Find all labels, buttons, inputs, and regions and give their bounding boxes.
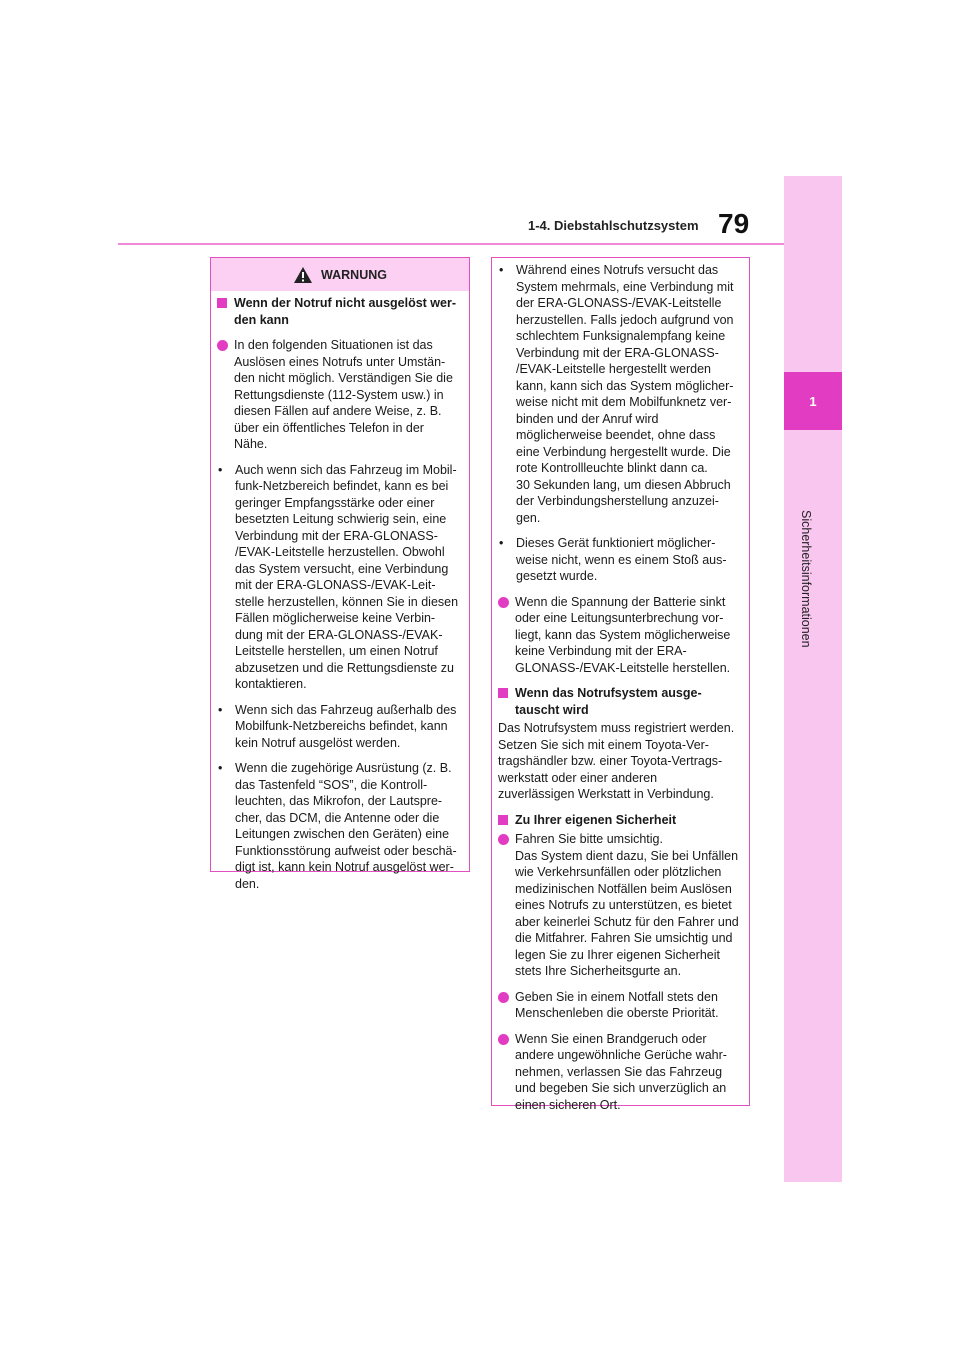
chapter-label: Sicherheitsinformationen (799, 510, 813, 648)
section-title: 1-4. Diebstahlschutzsystem (528, 218, 699, 233)
circle-bullet-icon (498, 834, 509, 845)
chapter-number-tab[interactable] (784, 372, 842, 430)
dot-bullet-icon: • (218, 462, 223, 477)
square-bullet-icon (217, 298, 227, 308)
circle-bullet-icon (498, 597, 509, 608)
square-bullet-icon (498, 688, 508, 698)
dot-bullet-icon: • (499, 536, 504, 550)
warning-box-continued (491, 257, 750, 1112)
dot-bullet-icon: • (218, 761, 223, 775)
list-item: • Auch wenn sich das Fahrzeug im Mobil- funk-Netzbereich befindet, kann es bei geringer Empfangsstärke oder einer besetzten Leitung schwierig sein, eine Verbindung mit der ERA-GLONASS- /EVAK-Leitstelle herzustellen. Obwohl das System versucht, eine Verbindung mit der ERA-GLONASS-/EVAK-Leit- stelle herzustellen, können Sie in diesen Fällen möglicherweise keine Verbin- dung mit der ERA-GLONASS-/EVAK- Leitstelle herstellen, um einen Notruf abzusetzen und die Rettungsdienste zu kontaktieren. (218, 462, 459, 691)
circle-bullet-icon (498, 1034, 509, 1045)
page-number: 79 (718, 208, 750, 239)
list-item: Wenn Sie einen Brandgeruch oder andere ungewöhnliche Gerüche wahr- nehmen, verlassen Sie das Fahrzeug und begeben Sie sich unverzüglich an einen sicheren Ort. (498, 1031, 743, 1114)
list-item: • Wenn sich das Fahrzeug außerhalb des Mobilfunk-Netzbereichs befindet, kann kein Notruf ausgelöst werden. (218, 702, 457, 750)
section-heading: Wenn das Notrufsystem ausge- tauscht wird (498, 685, 743, 718)
warning-icon (293, 266, 313, 284)
chapter-side-tab (784, 176, 842, 1182)
square-bullet-icon (498, 815, 508, 825)
warning-header (211, 258, 469, 291)
section-heading: Zu Ihrer eigenen Sicherheit (498, 812, 743, 830)
list-item: Fahren Sie bitte umsichtig. Das System dient dazu, Sie bei Unfällen wie Verkehrsunfällen oder plötzlichen medizinischen Notfällen beim Auslösen eines Notrufs zu unterstützen, es bietet aber keinerlei Schutz für den Fahrer und die Mitfahrer. Fahren Sie umsichtig und legen Sie zu Ihrer eigenen Sicherheit stets Ihre Sicherheitsgurte an. (498, 831, 743, 980)
list-item: • Wenn die zugehörige Ausrüstung (z. B. das Tastenfeld “SOS”, die Kontroll- leuchten, das Mikrofon, der Lautspre- cher, das DCM, die Antenne oder die Leitungen zwischen den Geräten) eine Funktionsstörung aufweist oder beschä- digt ist, kann kein Notruf ausgelöst wer- den. (218, 761, 457, 891)
dot-bullet-icon: • (499, 263, 504, 277)
warning-heading: Wenn der Notruf nicht ausgelöst wer- den kann (217, 295, 463, 328)
warning-box (210, 257, 470, 891)
dot-bullet-icon: • (218, 702, 223, 717)
warning-title: WARNUNG (321, 267, 387, 282)
chapter-number: 1 (809, 393, 817, 409)
list-item: Geben Sie in einem Notfall stets den Menschenleben die oberste Priorität. (498, 989, 743, 1022)
list-item: Wenn die Spannung der Batterie sinkt oder eine Leitungsunterbrechung vor- liegt, kann das System möglicherweise keine Verbindung mit der ERA- GLONASS-/EVAK-Leitstelle herstellen. (498, 594, 743, 677)
list-item: • Während eines Notrufs versucht das System mehrmals, eine Verbindung mit der ERA-GLONASS-/EVAK-Leitstelle herzustellen. Falls jedoch aufgrund von schlechtem Funksignalempfang keine Verbindung mit der ERA-GLONASS- /EVAK-Leitstelle hergestellt werden kann, kann sich das System möglicher- weise nicht mit dem Mobilfunknetz ver- binden und der Anruf wird möglicherweise beendet, ohne dass eine Verbindung hergestellt wurde. Die rote Kontrollleuchte blinkt dann ca. 30 Sekunden lang, um diesen Abbruch der Verbindungsherstellung anzuzei- gen. (499, 263, 734, 525)
paragraph: Das Notrufsystem muss registriert werden. Setzen Sie sich mit einem Toyota-Ver- tragshändler bzw. einer Toyota-Vertrags- werkstatt oder einer anderen zuverlässigen Werkstatt in Verbindung. (498, 721, 735, 801)
list-item: • Dieses Gerät funktioniert möglicher- weise nicht, wenn es einem Stoß aus- gesetzt wurde. (499, 536, 727, 583)
list-item: In den folgenden Situationen ist das Auslösen eines Notrufs unter Umstän- den nicht möglich. Verständigen Sie die Rettungsdienste (112-System usw.) in diesen Fällen auf andere Weise, z. B. über ein öffentliches Telefon in der Nähe. (217, 337, 463, 453)
header-rule (118, 243, 784, 245)
circle-bullet-icon (498, 992, 509, 1003)
circle-bullet-icon (217, 340, 228, 351)
